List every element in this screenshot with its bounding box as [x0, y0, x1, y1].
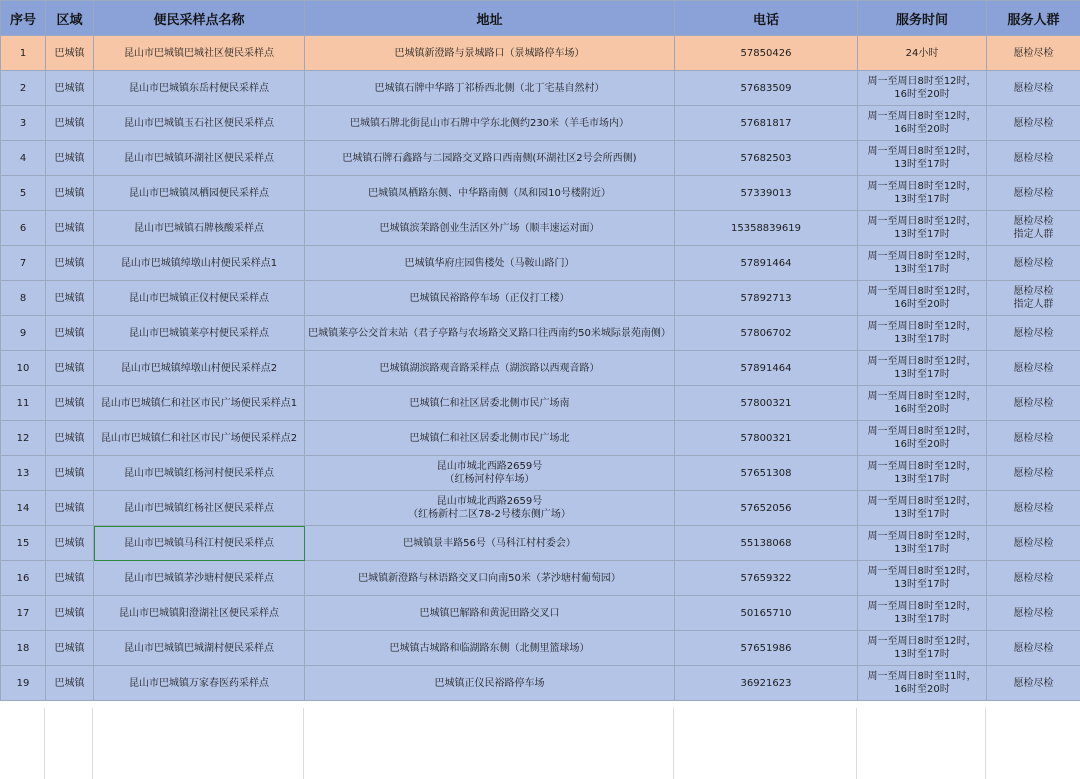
service-time-cell: 周一至周日8时至12时， 13时至17时: [858, 246, 987, 281]
area-cell: 巴城镇: [46, 246, 94, 281]
service-group-cell: 愿检尽检: [987, 351, 1080, 386]
phone-cell: 57806702: [675, 316, 858, 351]
site-name-cell: 昆山市巴城镇绰墩山村便民采样点2: [94, 351, 305, 386]
phone-cell: 57652056: [675, 491, 858, 526]
address-cell: 巴城镇正仪民裕路停车场: [305, 666, 675, 701]
service-group-cell: 愿检尽检: [987, 491, 1080, 526]
site-name-cell: 昆山市巴城镇红杨河村便民采样点: [94, 456, 305, 491]
phone-cell: 57339013: [675, 176, 858, 211]
phone-cell: 50165710: [675, 596, 858, 631]
service-time-cell: 24小时: [858, 36, 987, 71]
table-row: [1, 351, 1080, 386]
service-time-cell: 周一至周日8时至12时， 16时至20时: [858, 421, 987, 456]
row-number: 10: [1, 351, 46, 386]
table-row: [1, 211, 1080, 246]
area-cell: 巴城镇: [46, 176, 94, 211]
area-cell: 巴城镇: [46, 316, 94, 351]
phone-cell: 57800321: [675, 421, 858, 456]
area-cell: 巴城镇: [46, 106, 94, 141]
service-group-cell: 愿检尽检 指定人群: [987, 211, 1080, 246]
table-row: [1, 491, 1080, 526]
phone-cell: 57651308: [675, 456, 858, 491]
service-time-cell: 周一至周日8时至12时， 13时至17时: [858, 456, 987, 491]
service-time-cell: 周一至周日8时至12时， 13时至17时: [858, 596, 987, 631]
area-cell: 巴城镇: [46, 596, 94, 631]
site-name-cell: 昆山市巴城镇仁和社区市民广场便民采样点2: [94, 421, 305, 456]
row-number: 19: [1, 666, 46, 701]
service-time-cell: 周一至周日8时至12时， 13时至17时: [858, 631, 987, 666]
row-number: 13: [1, 456, 46, 491]
row-number: 16: [1, 561, 46, 596]
table-row: [1, 526, 1080, 561]
address-cell: 巴城镇仁和社区居委北侧市民广场北: [305, 421, 675, 456]
address-cell: 巴城镇湖滨路观音路采样点（湖滨路以西观音路）: [305, 351, 675, 386]
service-time-cell: 周一至周日8时至12时， 13时至17时: [858, 491, 987, 526]
row-number: 4: [1, 141, 46, 176]
phone-cell: 57891464: [675, 246, 858, 281]
row-number: 5: [1, 176, 46, 211]
service-group-cell: 愿检尽检: [987, 526, 1080, 561]
service-time-cell: 周一至周日8时至12时， 13时至17时: [858, 316, 987, 351]
table-row: [1, 176, 1080, 211]
row-number: 2: [1, 71, 46, 106]
area-cell: 巴城镇: [46, 141, 94, 176]
address-cell: 巴城镇石牌北街昆山市石牌中学东北侧约230米（羊毛市场内）: [305, 106, 675, 141]
phone-cell: 57850426: [675, 36, 858, 71]
address-cell: 巴城镇新澄路与林语路交叉口向南50米（茅沙塘村葡萄园）: [305, 561, 675, 596]
address-cell: 昆山市城北西路2659号 （红杨新村二区78-2号楼东侧广场）: [305, 491, 675, 526]
header-row: [1, 1, 1080, 36]
phone-cell: 36921623: [675, 666, 858, 701]
address-cell: 昆山市城北西路2659号 （红杨河村停车场）: [305, 456, 675, 491]
table-row: [1, 631, 1080, 666]
phone-cell: 57892713: [675, 281, 858, 316]
row-number: 7: [1, 246, 46, 281]
address-cell: 巴城镇华府庄园售楼处（马鞍山路门）: [305, 246, 675, 281]
site-name-cell: 昆山市巴城镇环湖社区便民采样点: [94, 141, 305, 176]
service-group-cell: 愿检尽检: [987, 561, 1080, 596]
service-group-cell: 愿检尽检: [987, 246, 1080, 281]
row-number: 1: [1, 36, 46, 71]
service-group-cell: 愿检尽检 指定人群: [987, 281, 1080, 316]
table-row: [1, 456, 1080, 491]
service-group-cell: 愿检尽检: [987, 666, 1080, 701]
table-row: [1, 246, 1080, 281]
service-time-cell: 周一至周日8时至12时， 16时至20时: [858, 106, 987, 141]
table-row: [1, 421, 1080, 456]
header-no: 序号: [1, 1, 46, 36]
area-cell: 巴城镇: [46, 631, 94, 666]
empty-grid-area: [0, 708, 1080, 779]
site-name-cell: 昆山市巴城镇玉石社区便民采样点: [94, 106, 305, 141]
table-body: [1, 36, 1080, 701]
area-cell: 巴城镇: [46, 386, 94, 421]
row-number: 6: [1, 211, 46, 246]
service-time-cell: 周一至周日8时至12时， 13时至17时: [858, 141, 987, 176]
address-cell: 巴城镇石牌中华路丁祁桥西北侧（北丁宅基自然村）: [305, 71, 675, 106]
address-cell: 巴城镇莱亭公交首末站（君子亭路与农场路交叉路口往西南约50米城际景苑南侧）: [305, 316, 675, 351]
phone-cell: 57683509: [675, 71, 858, 106]
service-time-cell: 周一至周日8时至12时， 13时至17时: [858, 526, 987, 561]
site-name-cell: 昆山市巴城镇石牌核酸采样点: [94, 211, 305, 246]
service-time-cell: 周一至周日8时至12时， 13时至17时: [858, 211, 987, 246]
row-number: 17: [1, 596, 46, 631]
phone-cell: 57891464: [675, 351, 858, 386]
area-cell: 巴城镇: [46, 351, 94, 386]
table-row: [1, 141, 1080, 176]
row-number: 3: [1, 106, 46, 141]
service-group-cell: 愿检尽检: [987, 176, 1080, 211]
service-group-cell: 愿检尽检: [987, 141, 1080, 176]
area-cell: 巴城镇: [46, 281, 94, 316]
site-name-cell: 昆山市巴城镇马科江村便民采样点: [94, 526, 305, 561]
area-cell: 巴城镇: [46, 526, 94, 561]
phone-cell: 57651986: [675, 631, 858, 666]
table-row: [1, 281, 1080, 316]
service-group-cell: 愿检尽检: [987, 36, 1080, 71]
service-time-cell: 周一至周日8时至12时， 16时至20时: [858, 281, 987, 316]
address-cell: 巴城镇景丰路56号（马科江村村委会）: [305, 526, 675, 561]
site-name-cell: 昆山市巴城镇绰墩山村便民采样点1: [94, 246, 305, 281]
service-time-cell: 周一至周日8时至12时， 13时至17时: [858, 561, 987, 596]
site-name-cell: 昆山市巴城镇阳澄湖社区便民采样点: [94, 596, 305, 631]
area-cell: 巴城镇: [46, 71, 94, 106]
header-site-name: 便民采样点名称: [94, 1, 305, 36]
site-name-cell: 昆山市巴城镇茅沙塘村便民采样点: [94, 561, 305, 596]
row-number: 18: [1, 631, 46, 666]
row-number: 9: [1, 316, 46, 351]
service-group-cell: 愿检尽检: [987, 596, 1080, 631]
area-cell: 巴城镇: [46, 666, 94, 701]
address-cell: 巴城镇新澄路与景城路口（景城路停车场）: [305, 36, 675, 71]
site-name-cell: 昆山市巴城镇巴城湖村便民采样点: [94, 631, 305, 666]
header-area: 区域: [46, 1, 94, 36]
table-row: [1, 36, 1080, 71]
phone-cell: 57682503: [675, 141, 858, 176]
service-group-cell: 愿检尽检: [987, 386, 1080, 421]
area-cell: 巴城镇: [46, 36, 94, 71]
site-name-cell: 昆山市巴城镇红杨社区便民采样点: [94, 491, 305, 526]
area-cell: 巴城镇: [46, 456, 94, 491]
header-service-time: 服务时间: [858, 1, 987, 36]
site-name-cell: 昆山市巴城镇巴城社区便民采样点: [94, 36, 305, 71]
header-service-group: 服务人群: [987, 1, 1080, 36]
header-phone: 电话: [675, 1, 858, 36]
service-group-cell: 愿检尽检: [987, 316, 1080, 351]
phone-cell: 57659322: [675, 561, 858, 596]
row-number: 11: [1, 386, 46, 421]
address-cell: 巴城镇巴解路和黄泥田路交叉口: [305, 596, 675, 631]
phone-cell: 57681817: [675, 106, 858, 141]
area-cell: 巴城镇: [46, 561, 94, 596]
table-row: [1, 386, 1080, 421]
address-cell: 巴城镇凤栖路东侧、中华路南侧（凤和园10号楼附近）: [305, 176, 675, 211]
service-time-cell: 周一至周日8时至11时， 16时至20时: [858, 666, 987, 701]
address-cell: 巴城镇石牌石鑫路与二园路交叉路口西南侧(环湖社区2号会所西侧): [305, 141, 675, 176]
service-time-cell: 周一至周日8时至12时， 13时至17时: [858, 176, 987, 211]
address-cell: 巴城镇滨茉路创业生活区外广场（顺丰速运对面）: [305, 211, 675, 246]
area-cell: 巴城镇: [46, 491, 94, 526]
site-name-cell: 昆山市巴城镇东岳村便民采样点: [94, 71, 305, 106]
site-name-cell: 昆山市巴城镇凤栖园便民采样点: [94, 176, 305, 211]
row-number: 14: [1, 491, 46, 526]
service-group-cell: 愿检尽检: [987, 421, 1080, 456]
table-row: [1, 316, 1080, 351]
table-row: [1, 666, 1080, 701]
service-time-cell: 周一至周日8时至12时， 13时至17时: [858, 351, 987, 386]
address-cell: 巴城镇仁和社区居委北侧市民广场南: [305, 386, 675, 421]
table-row: [1, 561, 1080, 596]
service-time-cell: 周一至周日8时至12时， 16时至20时: [858, 386, 987, 421]
table-row: [1, 596, 1080, 631]
site-name-cell: 昆山市巴城镇莱亭村便民采样点: [94, 316, 305, 351]
service-group-cell: 愿检尽检: [987, 456, 1080, 491]
site-name-cell: 昆山市巴城镇仁和社区市民广场便民采样点1: [94, 386, 305, 421]
phone-cell: 57800321: [675, 386, 858, 421]
address-cell: 巴城镇民裕路停车场（正仪打工楼）: [305, 281, 675, 316]
row-number: 12: [1, 421, 46, 456]
header-address: 地址: [305, 1, 675, 36]
service-group-cell: 愿检尽检: [987, 106, 1080, 141]
row-number: 15: [1, 526, 46, 561]
table-row: [1, 71, 1080, 106]
site-name-cell: 昆山市巴城镇万家春医药采样点: [94, 666, 305, 701]
service-time-cell: 周一至周日8时至12时， 16时至20时: [858, 71, 987, 106]
service-group-cell: 愿检尽检: [987, 631, 1080, 666]
row-number: 8: [1, 281, 46, 316]
area-cell: 巴城镇: [46, 421, 94, 456]
address-cell: 巴城镇古城路和临湖路东侧（北侧里篮球场）: [305, 631, 675, 666]
site-name-cell: 昆山市巴城镇正仪村便民采样点: [94, 281, 305, 316]
area-cell: 巴城镇: [46, 211, 94, 246]
table-row: [1, 106, 1080, 141]
service-group-cell: 愿检尽检: [987, 71, 1080, 106]
phone-cell: 15358839619: [675, 211, 858, 246]
phone-cell: 55138068: [675, 526, 858, 561]
